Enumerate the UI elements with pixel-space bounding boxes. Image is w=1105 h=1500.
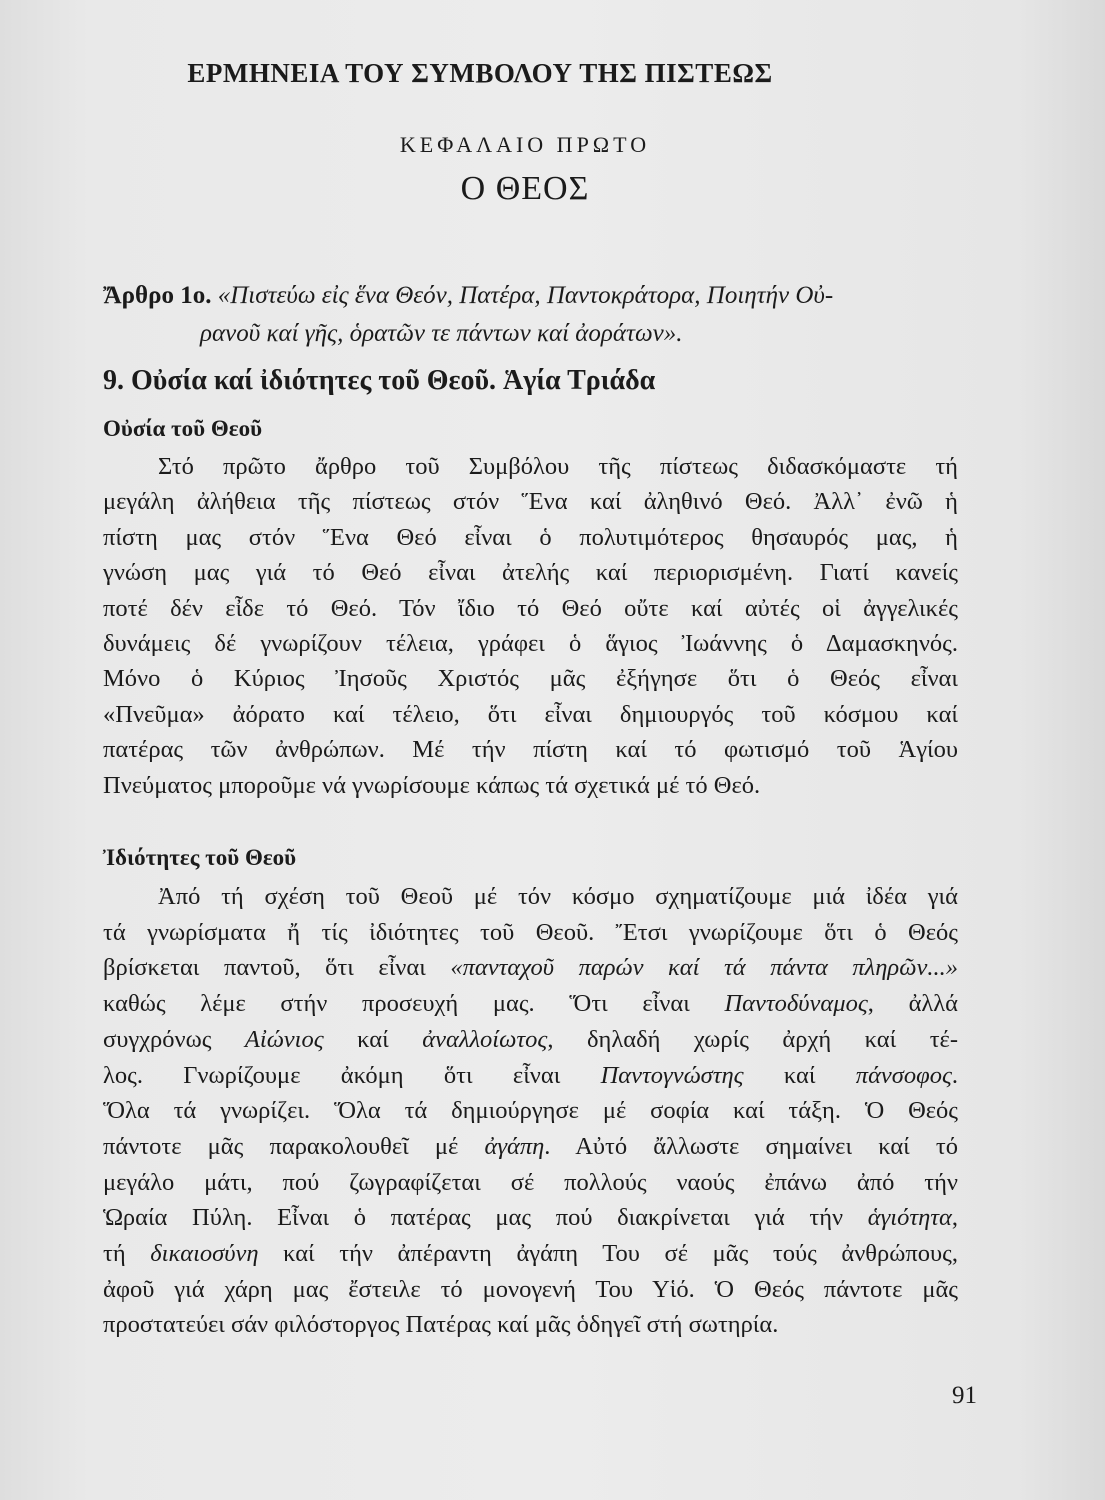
chapter-label: ΚΕΦΑΛΑΙΟ ΠΡΩΤΟ (399, 132, 651, 157)
text-run: γνώση μας γιά τό Θεό εἶναι ἀτελής καί περιορισμένη. Γιατί κανείς (103, 559, 958, 587)
article-line-2: ρανοῦ καί γῆς, ὁρατῶν τε πάντων καί ἀοράτων». (200, 320, 683, 347)
text-line (103, 771, 958, 801)
text-line (158, 452, 958, 482)
text-run: τά γνωρίσματα ἤ τίς ἰδιότητες τοῦ Θεοῦ. Ἔτσι γνωρίζουμε ὅτι ὁ Θεός (103, 918, 958, 946)
italic-emphasis: ἁγιότητα (867, 1204, 952, 1232)
text-run: δυνάμεις δέ γνωρίζουν τέλεια, γράφει ὁ ἅγιος Ἰωάννης ὁ Δαμασκηνός. (103, 630, 958, 657)
italic-emphasis: δικαιοσύνη (150, 1240, 259, 1267)
text-line (103, 594, 958, 624)
text-run: , (951, 1204, 958, 1232)
text-run: Ὡραία Πύλη. Εἶναι ὁ πατέρας μας πού διακρίνεται γιά τήν (103, 1204, 868, 1232)
text-run: προστατεύει σάν φιλόστοργος Πατέρας καί μᾶς ὁδηγεῖ στή σωτηρία. (103, 1311, 779, 1339)
text-run: βρίσκεται παντοῦ, ὅτι εἶναι (103, 954, 451, 982)
text-line (103, 629, 958, 659)
italic-emphasis: Παντογνώστης (600, 1061, 744, 1089)
article-text: «Πιστεύω εἰς ἕνα Θεόν, Πατέρα, Παντοκράτορα, Ποιητήν Οὐ- (217, 282, 834, 309)
text-line (103, 558, 958, 588)
text-line (103, 487, 958, 517)
text-run: Πνεύματος μποροῦμε νά γνωρίσουμε κάπως τά σχετικά μέ τό Θεό. (103, 771, 761, 799)
text-run: πάντοτε μᾶς παρακολουθεῖ μέ (103, 1132, 485, 1160)
text-run: ἀφοῦ γιά χάρη μας ἔστειλε τό μονογενή Του Υἱό. Ὁ Θεός πάντοτε μᾶς (103, 1275, 958, 1303)
article-line-1 (103, 282, 833, 310)
italic-emphasis: πάνσοφος (855, 1061, 952, 1089)
section-heading: 9. Οὐσία καί ἰδιότητες τοῦ Θεοῦ. Ἁγία Τριάδα (103, 365, 656, 396)
text-run: . Αὐτό ἄλλωστε σημαίνει καί τό (544, 1132, 959, 1160)
text-line (103, 1061, 958, 1091)
text-line (103, 1239, 958, 1269)
text-line (103, 1203, 958, 1233)
text-run: πίστη μας στόν Ἕνα Θεό εἶναι ὁ πολυτιμότερος θησαυρός μας, ἡ (103, 523, 958, 551)
text-line (103, 1025, 958, 1055)
text-line (103, 953, 958, 983)
italic-emphasis: ἀγάπη (484, 1132, 545, 1160)
text-line (103, 523, 958, 553)
text-run: λος. Γνωρίζουμε ἀκόμη ὅτι εἶναι (103, 1061, 601, 1089)
text-run: Μόνο ὁ Κύριος Ἰησοῦς Χριστός μᾶς ἐξήγησε ὅτι ὁ Θεός εἶναι (103, 665, 958, 693)
text-line (103, 1096, 958, 1126)
chapter-title: Ο ΘΕΟΣ (460, 170, 590, 207)
italic-emphasis: «πανταχοῦ παρών καί τά πάντα πληρῶν...» (450, 954, 958, 982)
text-run: «Πνεῦμα» ἀόρατο καί τέλειο, ὅτι εἶναι δημιουργός τοῦ κόσμου καί (103, 700, 958, 728)
text-run: τή (103, 1240, 151, 1267)
text-run: καί (323, 1025, 423, 1053)
subsection-heading-attributes: Ἰδιότητες τοῦ Θεοῦ (103, 845, 297, 870)
text-line (103, 735, 958, 765)
text-run: πατέρας τῶν ἀνθρώπων. Μέ τήν πίστη καί τό φωτισμό τοῦ Ἁγίου (103, 736, 958, 764)
text-run: Ἀπό τή σχέση τοῦ Θεοῦ μέ τόν κόσμο σχηματίζουμε μιά ἰδέα γιά (158, 883, 958, 910)
subsection-heading-essence: Οὐσία τοῦ Θεοῦ (103, 416, 263, 441)
page-number: 91 (952, 1382, 977, 1409)
text-line (103, 1168, 958, 1198)
text-line (103, 700, 958, 730)
text-line (103, 664, 958, 694)
text-run: Στό πρῶτο ἄρθρο τοῦ Συμβόλου τῆς πίστεως διδασκόμαστε τή (158, 453, 958, 480)
text-run: , δηλαδή χωρίς ἀρχή καί τέ- (547, 1025, 958, 1053)
text-run: καθώς λέμε στήν προσευχή μας. Ὅτι εἶναι (103, 990, 725, 1018)
italic-emphasis: Παντοδύναμος (724, 990, 868, 1018)
italic-emphasis: ἀναλλοίωτος (422, 1025, 548, 1053)
text-run: ποτέ δέν εἶδε τό Θεό. Τόν ἴδιο τό Θεό οὔτε καί αὐτές οἱ ἀγγελικές (103, 594, 958, 622)
text-run: , ἀλλά (867, 990, 958, 1018)
running-header-book-title: ΕΡΜΗΝΕΙΑ ΤΟΥ ΣΥΜΒΟΛΟΥ ΤΗΣ ΠΙΣΤΕΩΣ (187, 58, 773, 88)
text-run: μεγάλη ἀλήθεια τῆς πίστεως στόν Ἕνα καί ἀληθινό Θεό. Ἀλλ᾽ ἐνῶ ἡ (103, 488, 958, 516)
text-line (103, 1275, 958, 1305)
text-line (158, 882, 958, 912)
text-run: μεγάλο μάτι, πού ζωγραφίζεται σέ πολλούς ναούς ἐπάνω ἀπό τήν (103, 1168, 958, 1196)
text-run: συγχρόνως (103, 1025, 245, 1053)
text-line (103, 989, 958, 1019)
text-line (103, 1310, 958, 1340)
text-run: καί τήν ἀπέραντη ἀγάπη Του σέ μᾶς τούς ἀνθρώπους, (258, 1240, 958, 1267)
text-run: καί (743, 1061, 856, 1089)
text-run: Ὅλα τά γνωρίζει. Ὅλα τά δημιούργησε μέ σοφία καί τάξη. Ὁ Θεός (103, 1097, 958, 1125)
text-line (103, 1132, 958, 1162)
text-run: . (951, 1061, 959, 1089)
text-line (103, 918, 958, 948)
article-label: Ἄρθρο 1ο. (103, 282, 212, 309)
italic-emphasis: Αἰώνιος (244, 1025, 324, 1053)
